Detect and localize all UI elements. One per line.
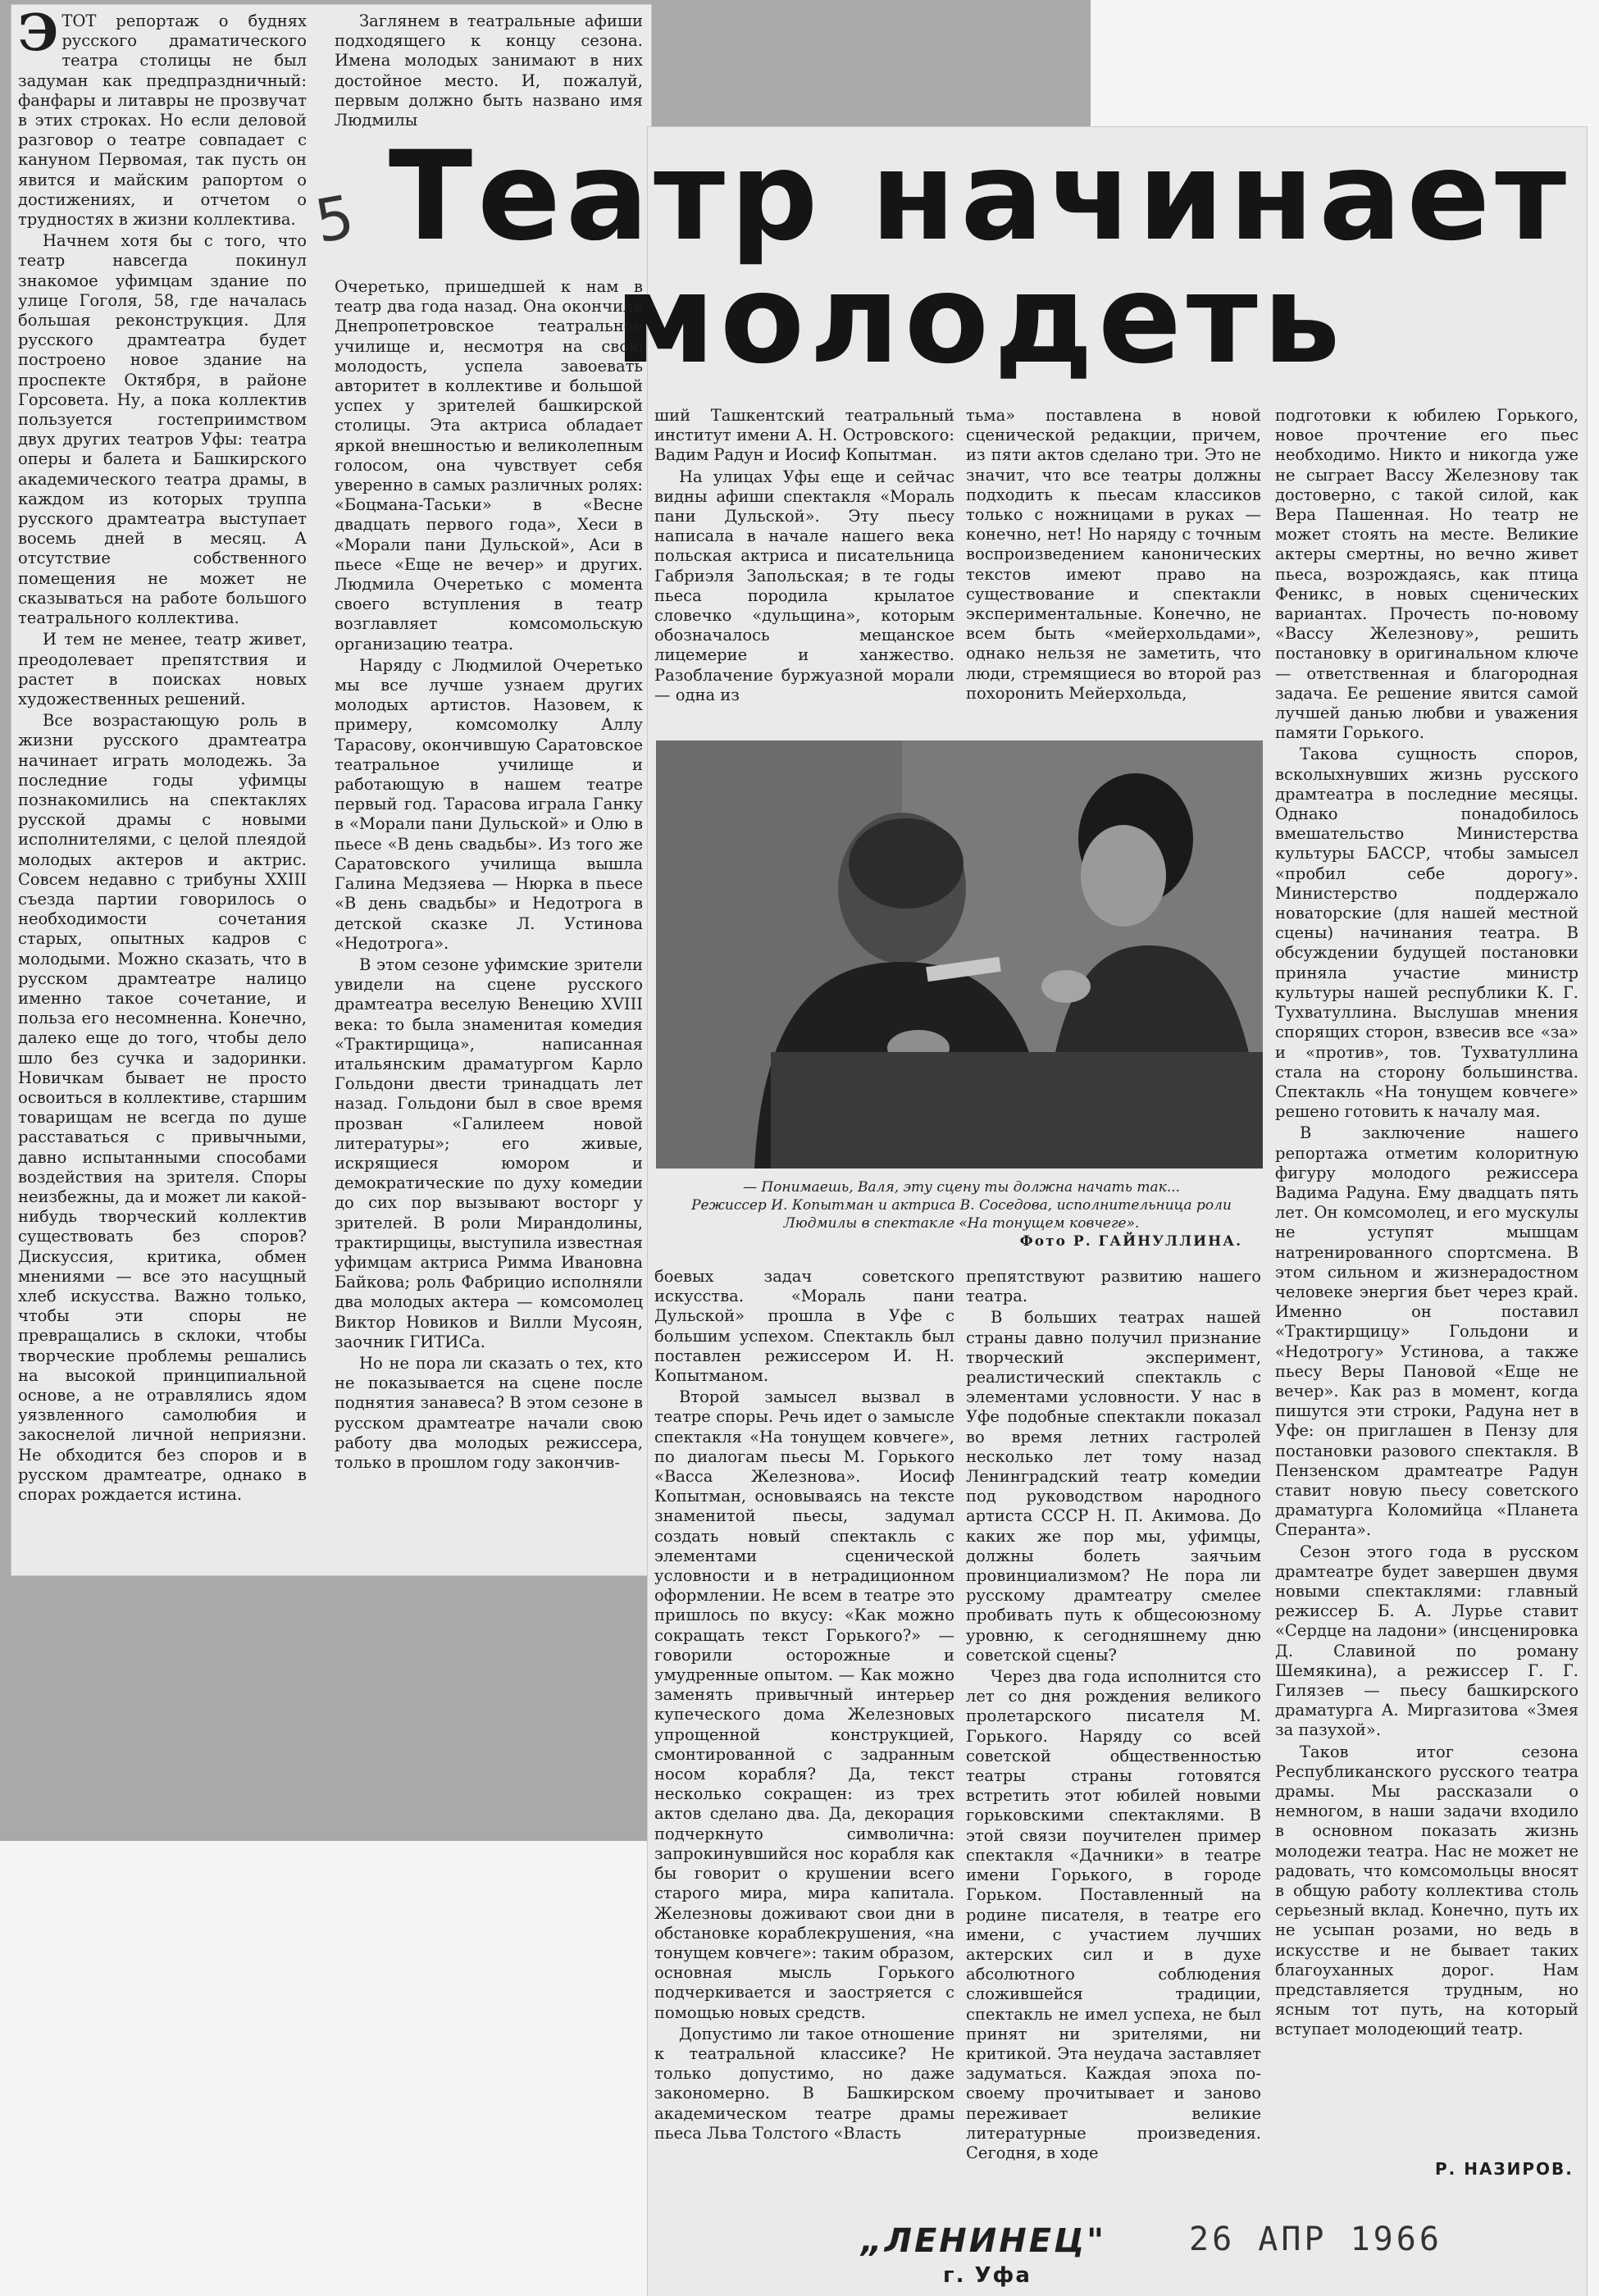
paragraph: В больших театрах нашей страны давно получил признание творческий эксперимент, реалистический спектакль с элементами условности. У нас в Уфе подобные спектакли показал во время летних гастролей несколько лет тому назад Ленинградский театр комедии под руководством народного артиста СССР Н. П. Акимова. До каких же пор мы, уфимцы, должны болеть заячьим провинциализмом? Не пора ли русскому драмтеатру смелее пробивать путь к общесоюзному уровню, к сегодняшнему дню советской сцены? [966, 1308, 1261, 1665]
date-stamp: 26 АПР 1966 [1189, 2221, 1442, 2258]
headline-line-2: молодеть [614, 248, 1346, 391]
column-5 [1275, 406, 1578, 2152]
caption-quote: — Понимаешь, Валя, эту сцену ты должна начать так... [742, 1179, 1181, 1196]
column-1 [18, 11, 307, 1569]
paragraph: Все возрастающую роль в жизни русского драмтеатра начинает играть молодежь. За последние годы уфимцы познакомились на спектаклях русской драмы с новыми исполнителями, с целой плеядой молодых актеров и актрис. Совсем недавно с трибуны XXIII съезда партии говорилось о необходимости сочетания старых, опытных кадров с молодыми. Можно сказать, что в русском драмтеатре налицо именно такое сочетание, и польза его несомненна. Конечно, далеко еще до того, чтобы дело шло без сучка и задоринки. Новичкам бывает не просто освоиться в коллективе, старшим товарищам не всегда по душе расставаться с привычными, давно испытанными способами воздействия на зрителя. Споры неизбежны, да и может ли какой-нибудь творческий коллектив существовать без споров? Дискуссия, критика, обмен мнениями — все это насущный хлеб искусства. Важно только, чтобы эти споры не превращались в склоки, чтобы творческие проблемы решались на высокой принципиальной основе, а не отравлялись ядом уязвленного самолюбия и закоснелой личной неприязни. Не обходится без споров и в русском драмтеатре, однако в спорах рождается истина. [18, 711, 307, 1505]
paragraph: В заключение нашего репортажа отметим колоритную фигуру молодого режиссера Вадима Радуна. Ему двадцать пять лет. Он комсомолец, и его мускулы не уступят мышцам натренированного спортсмена. В этом сильном и жизнерадостном человеке энергия бьет через край. Именно он поставил «Трактирщицу» Гольдони и «Недотрогу» Устинова, а также пьесу Веры Пановой «Еще не вечер». Как раз в момент, когда пишутся эти строки, Радуна нет в Уфе: он приглашен в Пензу для постановки разового спектакля. В Пензенском драмтеатре Радун ставит новую пьесу советского драматурга Коломийца «Планета Сперанта». [1275, 1123, 1578, 1540]
caption-description: Режиссер И. Копытман и актриса В. Соседова, исполнительница роли Людмилы в спектакле «На тонущем ковчеге». [691, 1197, 1232, 1232]
newspaper-name: „ЛЕНИНЕЦ" [861, 2222, 1107, 2260]
column-2 [335, 277, 643, 1569]
photo-director-and-actress [656, 740, 1263, 1168]
photo-credit: Фото Р. ГАЙНУЛЛИНА. [1019, 1233, 1242, 1250]
handwritten-number: 5 [310, 181, 359, 257]
headline-line-1: Театр начинает [388, 125, 1572, 268]
paragraph: ший Ташкентский театральный институт имени А. Н. Островского: Вадим Радун и Иосиф Копытман. [654, 406, 954, 465]
author-signature: Р. НАЗИРОВ. [1435, 2159, 1574, 2179]
paragraph: Допустимо ли такое отношение к театральной классике? Не только допустимо, но даже закономерно. В Башкирском академическом театре драмы пьеса Льва Толстого «Власть [654, 2024, 954, 2143]
paragraph: препятствуют развитию нашего театра. [966, 1267, 1261, 1306]
paragraph: тьма» поставлена в новой сценической редакции, причем, из пяти актов сделано три. Это не значит, что все театры должны подходить к пьесам классиков только с ножницами в руках — конечно, нет! Но наряду с точным воспроизведением канонических текстов имеют право на существование и спектакли экспериментальные. Конечно, не всем быть «мейерхольдами», однако нельзя не заметить, что люди, стремящиеся во второй раз похоронить Мейерхольда, [966, 406, 1261, 703]
paragraph: Но не пора ли сказать о тех, кто не показывается на сцене после поднятия занавеса? В этом сезоне в русском драмтеатре начали свою работу два молодых режиссера, только в прошлом году закончив- [335, 1353, 643, 1472]
paragraph: И тем не менее, театр живет, преодолевает препятствия и растет в поисках новых художественных решений. [18, 630, 307, 708]
paragraph: Сезон этого года в русском драмтеатре будет завершен двумя новыми спектаклями: главный режиссер Б. А. Лурье ставит «Сердце на ладони» (инсценировка Д. Славиной по роману Шемякина), а режиссер Г. Г. Гилязев — пьесу башкирского драматурга А. Миргазитова «Змея за пазухой». [1275, 1542, 1578, 1740]
paragraph: Таков итог сезона Республиканского русского театра драмы. Мы рассказали о немногом, в наши задачи входило в основном показать жизнь молодежи театра. Нас не может не радовать, что комсомольцы вносят в общую работу коллектива столь серьезный вклад. Конечно, путь их не усыпан розами, но ведь в искусстве и не бывает таких благоуханных дорог. Нам представляется трудным, но ясным тот путь, на который вступает молодеющий театр. [1275, 1742, 1578, 2039]
paragraph: Второй замысел вызвал в театре споры. Речь идет о замысле спектакля «На тонущем ковчеге», по диалогам пьесы М. Горького «Васса Железнова». Иосиф Копытман, основываясь на тексте знаменитой пьесы, задумал создать новый спектакль с элементами сценической условности и в нетрадиционном оформлении. Не всем в театре это пришлось по вкусу: «Как можно сокращать текст Горького?» — говорили осторожные и умудренные опытом. — Как можно заменять привычный интерьер купеческого дома Железновых упрощенной конструкцией, смонтированной с задранным носом корабля? Да, текст несколько сокращен: из трех актов сделано два. Да, декорация подчеркнуто символична: запрокинувшийся нос корабля как бы говорит о крушении всего старого мира, мира капитала. Железновы доживают свои дни в обстановке кораблекрушения, «на тонущем ковчеге»: таким образом, основная мысль Горького подчеркивается и заостряется с помощью новых средств. [654, 1387, 954, 2022]
column-3-top [654, 406, 954, 734]
photo [656, 740, 1263, 1168]
paragraph: боевых задач советского искусства. «Мораль пани Дульской» прошла в Уфе с большим успехом. Спектакль был поставлен режиссером И. Н. Копытманом. [654, 1267, 954, 1386]
paragraph: На улицах Уфы еще и сейчас видны афиши спектакля «Мораль пани Дульской». Эту пьесу написала в начале нашего века польская актриса и писательница Габриэля Запольская; в те годы пьеса породила крылатое словечко «дульщина», которым обозначалось мещанское лицемерие и ханжество. Разоблачение буржуазной морали — одна из [654, 467, 954, 704]
paragraph: Заглянем в театральные афиши подходящего к концу сезона. Имена молодых занимают в них достойное место. И, пожалуй, первым должно быть названо имя Людмилы [335, 11, 643, 130]
paragraph: В этом сезоне уфимские зрители увидели на сцене русского драмтеатра веселую Венецию XVIII века: то была знаменитая комедия «Трактирщица», написанная итальянским драматургом Карло Гольдони двести тринадцать лет назад. Гольдони был в свое время прозван «Галилеем новой литературы»; его живые, искрящиеся юмором и демократические по духу комедии до сих пор вызывают восторг у зрителей. В роли Мирандолины, трактирщицы, выступила известная уфимцам актриса Римма Ивановна Байкова; роль Фабрицио исполняли два молодых актера — комсомолец Виктор Новиков и Вилли Мусоян, заочник ГИТИСа. [335, 954, 643, 1351]
intro-paragraph: ЭТОТ репортаж о буднях русского драматического театра столицы не был задуман как предпраздничный: фанфары и литавры не прозвучат в этих строках. Но если деловой разговор о театре совпадает с кануном Первомая, так пусть он явится и майским рапортом о достижениях, и отчетом о трудностях в жизни коллектива. [18, 11, 307, 230]
column-3-bottom [654, 1267, 954, 2173]
paragraph: подготовки к юбилею Горького, новое прочтение его пьес необходимо. Никто и никогда уже не сыграет Вассу Железнову так достоверно, с такой силой, как Вера Пашенная. Но театр не может стоять на месте. Великие актеры смертны, но вечно живет пьеса, возрождаясь, как птица Феникс, в новых сценических вариантах. Прочесть по-новому «Вассу Железнову», решить постановку в оригинальном ключе — ответственная и благородная задача. Ее решение явится самой лучшей данью любви и уважения памяти Горького. [1275, 406, 1578, 743]
column-2-top [335, 11, 643, 134]
paragraph: Начнем хотя бы с того, что театр навсегда покинул знакомое уфимцам здание по улице Гоголя, 58, где началась большая реконструкция. Для русского драмтеатра будет построено новое здание на проспекте Октября, в районе Горсовета. Ну, а пока коллектив пользуется гостеприимством двух других театров Уфы: театра оперы и балета и Башкирского академического театра драмы, в каждом из которых труппа русского драмтеатра выступает восемь дней в месяц. А отсутствие собственного помещения не может не сказываться на работе большого театрального коллектива. [18, 231, 307, 628]
paragraph: Такова сущность споров, всколыхнувших жизнь русского драмтеатра в последние месяцы. Однако понадобилось вмешательство Министерства культуры БАССР, чтобы замысел «пробил себе дорогу». Министерство поддержало новаторские (для нашей местной сцены) начинания театра. В обсуждении будущей постановки приняла участие министр культуры нашей республики К. Г. Тухватуллина. Выслушав мнения спорящих сторон, взвесив все «за» и «против», тов. Тухватуллина стала на сторону большинства. Спектакль «На тонущем ковчеге» решено готовить к началу мая. [1275, 745, 1578, 1122]
drop-cap: Э [18, 11, 59, 62]
column-4-bottom [966, 1267, 1261, 2173]
photo-caption [656, 1178, 1267, 1250]
city-label: г. Уфа [943, 2263, 1032, 2288]
paragraph: Очеретько, пришедшей к нам в театр два года назад. Она окончила Днепропетровское театральное училище и, несмотря на свою молодость, успела завоевать авторитет в коллективе и большой успех у зрителей башкирской столицы. Эта актриса обладает яркой внешностью и великолепным голосом, она чувствует себя уверенно в самых различных ролях: «Боцмана-Таськи» в «Весне двадцать первого года», Хеси в «Морали пани Дульской», Аси в пьесе «Еще не вечер» и других. Людмила Очеретько с момента своего вступления в театр возглавляет комсомольскую организацию театра. [335, 277, 643, 654]
paragraph: Наряду с Людмилой Очеретько мы все лучше узнаем других молодых артистов. Назовем, к примеру, комсомолку Аллу Тарасову, окончившую Саратовское театральное училище и работающую в нашем театре первый год. Тарасова играла Ганку в «Морали пани Дульской» и Олю в пьесе «В день свадьбы». Из того же Саратовского училища вышла Галина Медзяева — Нюрка в пьесе «В день свадьбы» и Недотрога в детской сказке Л. Устинова «Недотрога». [335, 655, 643, 953]
paragraph: Через два года исполнится сто лет со дня рождения великого пролетарского писателя М. Горького. Наряду со всей советской общественностью театры страны готовятся встретить этот юбилей новыми горьковскими спектаклями. В этой связи поучителен пример спектакля «Дачники» в театре имени Горького, в городе Горьком. Поставленный на родине писателя, в театре его имени, с участием лучших актерских сил и в духе абсолютного соблюдения сложившейся традиции, спектакль не имел успеха, не был принят ни зрителями, ни критикой. Эта неудача заставляет задуматься. Каждая эпоха по-своему прочитывает и заново переживает великие литературные произведения. Сегодня, в ходе [966, 1667, 1261, 2162]
column-4-top [966, 406, 1261, 734]
